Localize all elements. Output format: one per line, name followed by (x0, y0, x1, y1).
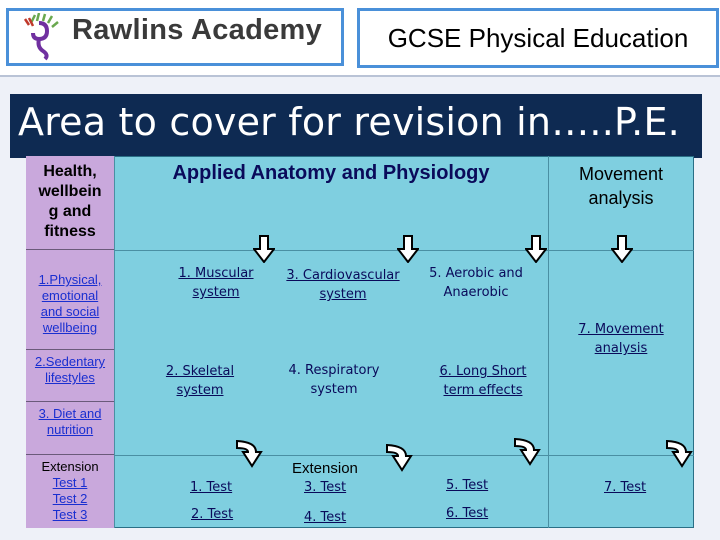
topic-line[interactable]: 3. Cardiovascular (286, 268, 400, 283)
arrow-down-icon (253, 235, 275, 263)
test-4-link[interactable]: 4. Test (304, 510, 347, 525)
topic-line[interactable]: system (319, 287, 367, 302)
test-7-link[interactable]: 7. Test (604, 480, 647, 495)
header-line: analysis (588, 188, 654, 208)
page-title: Area to cover for revision in…..P.E. (18, 100, 680, 144)
movement-header (548, 162, 694, 210)
topic-line[interactable]: system (192, 285, 240, 300)
test-6-link[interactable]: 6. Test (446, 506, 489, 521)
grid-line (548, 156, 549, 528)
topic-line[interactable]: system (176, 383, 224, 398)
topic-line[interactable]: 4. Respiratory (288, 363, 380, 378)
subject-title: GCSE Physical Education (387, 22, 689, 53)
topic-line[interactable]: nutrition (46, 422, 94, 437)
school-name: Rawlins Academy (72, 14, 323, 46)
grid-line (114, 156, 115, 528)
academy-logo-icon (23, 13, 67, 61)
test-3-link[interactable]: 3. Test (304, 480, 347, 495)
topic-line[interactable]: 2. Skeletal (165, 364, 235, 379)
topic-respiratory-system[interactable] (280, 361, 388, 399)
test-3-link[interactable]: Test 3 (52, 507, 88, 522)
header-line: g and (48, 203, 92, 220)
topic-line[interactable]: emotional (41, 288, 99, 303)
test-2-link[interactable]: 2. Test (191, 507, 234, 522)
topic-muscular-system[interactable] (160, 264, 272, 302)
extension-title: Extension (41, 459, 99, 474)
test-5-link[interactable]: 5. Test (446, 478, 489, 493)
header-line: wellbein (38, 183, 102, 200)
curved-arrow-icon (384, 442, 414, 474)
topic-line[interactable]: 5. Aerobic and (429, 266, 523, 281)
health-column-header (26, 156, 114, 250)
header-line: fitness (44, 223, 96, 240)
topic-movement-analysis[interactable] (560, 320, 682, 358)
topic-line[interactable]: Anaerobic (443, 285, 509, 300)
test-2-link[interactable]: Test 2 (52, 491, 88, 506)
curved-arrow-icon (664, 438, 694, 470)
topic-line[interactable]: analysis (594, 341, 648, 356)
topic-sedentary-lifestyles[interactable] (26, 350, 114, 402)
topic-skeletal-system[interactable] (150, 362, 250, 400)
topic-line[interactable]: and social (40, 304, 100, 319)
topic-physical-emotional-social[interactable] (26, 250, 114, 350)
arrow-down-icon (525, 235, 547, 263)
topic-cardiovascular-system[interactable] (282, 266, 404, 304)
topic-line[interactable]: 1.Physical, (38, 272, 102, 287)
header-line: Movement (578, 164, 664, 184)
test-1-link[interactable]: 1. Test (190, 480, 233, 495)
topic-line[interactable]: term effects (443, 383, 523, 398)
arrow-down-icon (397, 235, 419, 263)
health-extension (26, 455, 114, 528)
topic-line[interactable]: system (310, 382, 358, 397)
topic-line[interactable]: lifestyles (45, 370, 95, 385)
subject-box (357, 8, 719, 68)
curved-arrow-icon (234, 438, 264, 470)
header-line: Health, (43, 163, 97, 180)
topic-line[interactable]: 6. Long Short (439, 364, 527, 379)
topic-line[interactable]: 1. Muscular (178, 266, 254, 281)
topic-diet-nutrition[interactable] (26, 402, 114, 455)
test-1-link[interactable]: Test 1 (52, 475, 88, 490)
topic-line[interactable]: wellbeing (42, 320, 98, 335)
topic-line[interactable]: 3. Diet and (38, 406, 102, 421)
arrow-down-icon (611, 235, 633, 263)
topic-aerobic-anaerobic[interactable] (420, 264, 532, 302)
curved-arrow-icon (512, 436, 542, 468)
topic-line[interactable]: 7. Movement (578, 322, 664, 337)
topic-long-short-term-effects[interactable] (428, 362, 538, 400)
anatomy-extension-title: Extension (292, 460, 358, 477)
topic-line[interactable]: 2.Sedentary (34, 354, 106, 369)
anatomy-header: Applied Anatomy and Physiology (172, 162, 490, 184)
